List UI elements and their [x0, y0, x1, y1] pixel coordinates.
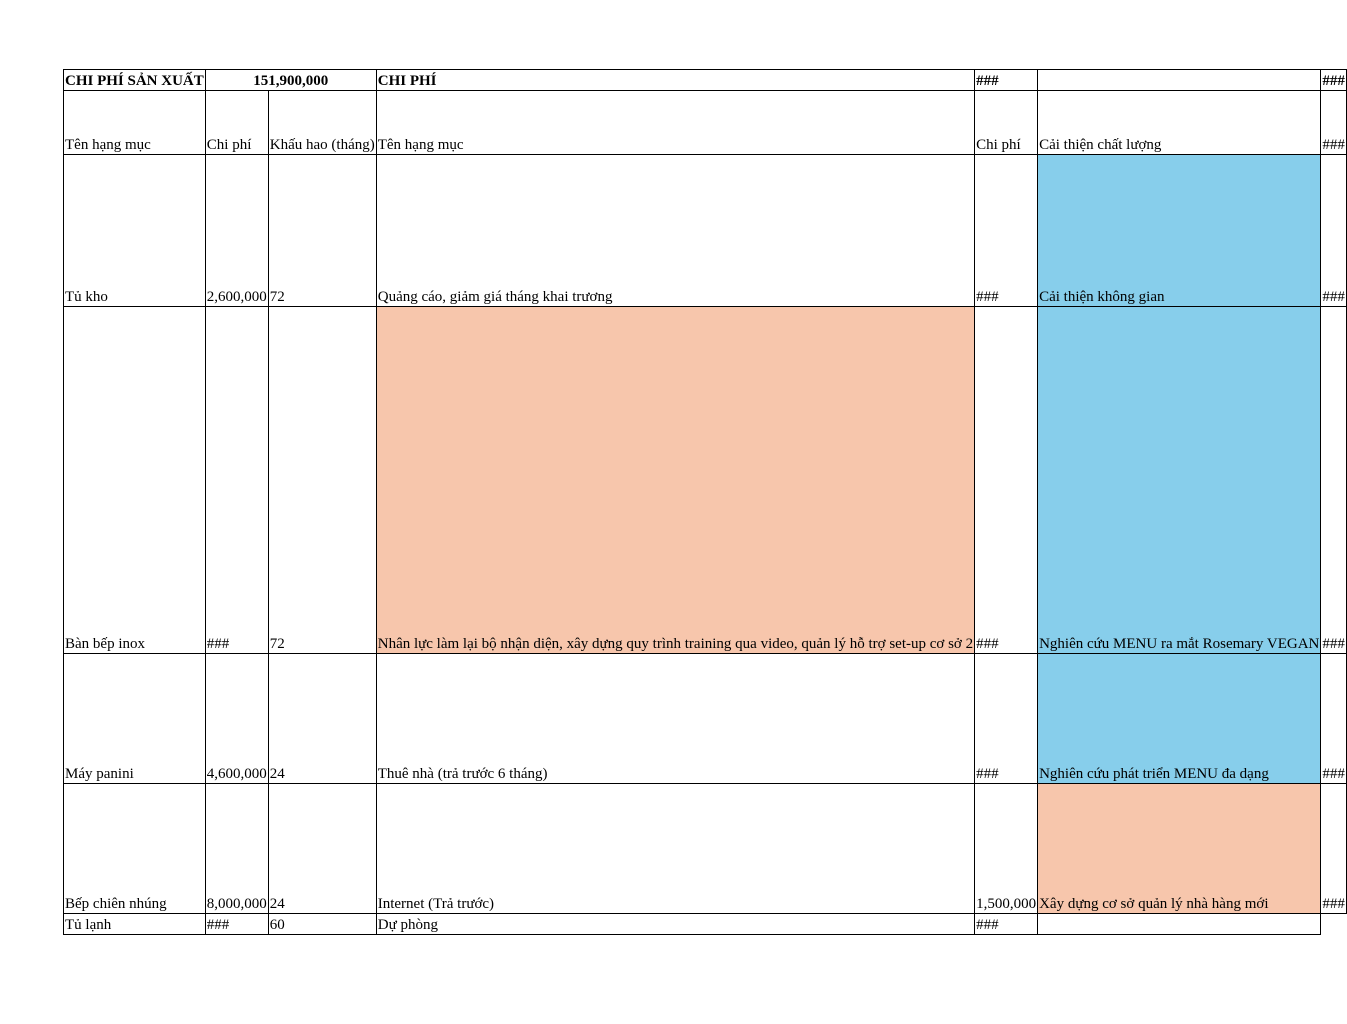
header-row — [64, 70, 1347, 91]
item-cost-cell[interactable]: 2,600,000 — [205, 155, 268, 307]
expense-cost-cell[interactable]: ### — [975, 914, 1038, 935]
table-row — [64, 155, 1347, 307]
expense-name-cell[interactable]: Quảng cáo, giảm giá tháng khai trương — [376, 155, 974, 307]
expense-name-cell[interactable]: Internet (Trả trước) — [376, 784, 974, 914]
item-months-cell[interactable]: 24 — [268, 784, 376, 914]
expense-name-cell[interactable]: Dự phòng — [376, 914, 974, 935]
item-months-cell[interactable]: 72 — [268, 155, 376, 307]
cost-c-header-cell[interactable]: ### — [1321, 91, 1347, 155]
improvement-cost-cell[interactable]: ### — [1321, 307, 1347, 654]
cost-c-total-cell[interactable]: ### — [1321, 70, 1347, 91]
item-cost-cell[interactable]: ### — [205, 914, 268, 935]
item-months-cell[interactable]: 24 — [268, 654, 376, 784]
cost-b-title-cell[interactable]: CHI PHÍ — [376, 70, 974, 91]
item-cost-cell[interactable]: 8,000,000 — [205, 784, 268, 914]
improvement-cell[interactable]: Cải thiện không gian — [1038, 155, 1321, 307]
item-cost-cell[interactable]: ### — [205, 307, 268, 654]
improvement-cell[interactable]: Xây dựng cơ sở quản lý nhà hàng mới — [1038, 784, 1321, 914]
item-name-cell[interactable]: Bàn bếp inox — [64, 307, 206, 654]
item-name-cell[interactable]: Bếp chiên nhúng — [64, 784, 206, 914]
table-row — [64, 654, 1347, 784]
expense-name-cell[interactable]: Nhân lực làm lại bộ nhận diện, xây dựng quy trình training qua video, quản lý hỗ trợ set-up cơ sở 2 — [376, 307, 974, 654]
name-b-header-cell[interactable]: Tên hạng mục — [376, 91, 974, 155]
depreciation-header-cell[interactable]: Khấu hao (tháng) — [268, 91, 376, 155]
improvement-cost-cell[interactable]: ### — [1321, 784, 1347, 914]
improvement-cost-cell[interactable]: ### — [1321, 155, 1347, 307]
item-name-cell[interactable]: Máy panini — [64, 654, 206, 784]
table-row — [64, 784, 1347, 914]
name-a-header-cell[interactable]: Tên hạng mục — [64, 91, 206, 155]
expense-cost-cell[interactable]: 1,500,000 — [975, 784, 1038, 914]
production-cost-total-cell[interactable]: 151,900,000 — [205, 70, 376, 91]
item-months-cell[interactable]: 72 — [268, 307, 376, 654]
improvement-cost-cell[interactable]: ### — [1321, 654, 1347, 784]
cost-a-header-cell[interactable]: Chi phí — [205, 91, 268, 155]
item-name-cell[interactable]: Tủ kho — [64, 155, 206, 307]
cost-b-header-cell[interactable]: Chi phí — [975, 91, 1038, 155]
cost-b-total-cell[interactable]: ### — [975, 70, 1038, 91]
table-row — [64, 914, 1347, 935]
expense-name-cell[interactable]: Thuê nhà (trả trước 6 tháng) — [376, 654, 974, 784]
empty-cell — [1321, 914, 1347, 935]
expense-cost-cell[interactable]: ### — [975, 307, 1038, 654]
item-months-cell[interactable]: 60 — [268, 914, 376, 935]
empty-cell[interactable] — [1038, 70, 1321, 91]
expense-cost-cell[interactable]: ### — [975, 654, 1038, 784]
table-row — [64, 307, 1347, 654]
column-header-row — [64, 91, 1347, 155]
improvement-cell[interactable]: Nghiên cứu phát triển MENU đa dạng — [1038, 654, 1321, 784]
expense-cost-cell[interactable]: ### — [975, 155, 1038, 307]
cost-spreadsheet — [63, 69, 1347, 935]
improvement-cell[interactable] — [1038, 914, 1321, 935]
item-name-cell[interactable]: Tủ lạnh — [64, 914, 206, 935]
improve-header-cell[interactable]: Cải thiện chất lượng — [1038, 91, 1321, 155]
item-cost-cell[interactable]: 4,600,000 — [205, 654, 268, 784]
improvement-cell[interactable]: Nghiên cứu MENU ra mắt Rosemary VEGAN — [1038, 307, 1321, 654]
production-cost-title-cell[interactable]: CHI PHÍ SẢN XUẤT — [64, 70, 206, 91]
